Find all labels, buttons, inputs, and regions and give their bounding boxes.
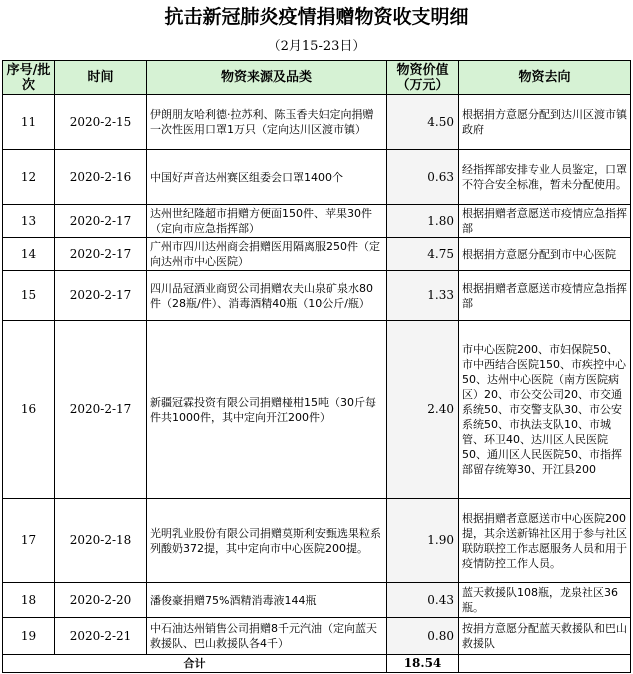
cell-seq: 18 [3,583,55,618]
donation-table [2,60,631,673]
cell-source: 伊朗朋友哈利德·拉苏利、陈玉香夫妇定向捐赠一次性医用口罩1万只（定向达川区渡市镇） [147,95,387,150]
cell-time: 2020-2-18 [55,499,147,583]
cell-seq: 19 [3,618,55,655]
cell-source: 四川品冠酒业商贸公司捐赠农夫山泉矿泉水80件（28瓶/件）、消毒酒精40瓶（10公斤/瓶） [147,271,387,321]
cell-time: 2020-2-17 [55,205,147,238]
cell-dest: 根据捐方意愿分配到达川区渡市镇政府 [459,95,631,150]
cell-seq: 11 [3,95,55,150]
table-row [3,271,631,321]
cell-time: 2020-2-21 [55,618,147,655]
cell-value: 1.90 [387,499,459,583]
cell-source: 广州市四川达州商会捐赠医用隔离服250件（定向达州市中心医院） [147,238,387,271]
cell-source: 新疆冠霖投资有限公司捐赠椪柑15吨（30斤每件共1000件，其中定向开江200件） [147,321,387,499]
cell-seq: 15 [3,271,55,321]
header-source: 物资来源及品类 [147,61,387,95]
cell-value: 4.50 [387,95,459,150]
header-seq: 序号/批次 [3,61,55,95]
cell-source: 中石油达州销售公司捐赠8千元汽油（定向蓝天救援队、巴山救援队各4千） [147,618,387,655]
cell-value: 0.80 [387,618,459,655]
cell-dest: 经指挥部安排专业人员鉴定，口罩不符合安全标准，暂未分配使用。 [459,150,631,205]
cell-time: 2020-2-17 [55,238,147,271]
total-label: 合计 [3,655,387,673]
cell-dest: 根据捐方意愿分配到市中心医院 [459,238,631,271]
cell-seq: 12 [3,150,55,205]
cell-value: 0.43 [387,583,459,618]
page-title: 抗击新冠肺炎疫情捐赠物资收支明细 [164,6,469,28]
cell-time: 2020-2-15 [55,95,147,150]
cell-seq: 16 [3,321,55,499]
header-row [3,61,631,95]
total-row [3,655,631,673]
cell-source: 达州世纪隆超市捐赠方便面150件、苹果30件（定向市应急指挥部） [147,205,387,238]
cell-value: 2.40 [387,321,459,499]
cell-value: 0.63 [387,150,459,205]
cell-time: 2020-2-20 [55,583,147,618]
cell-dest: 按捐方意愿分配蓝天救援队和巴山救援队 [459,618,631,655]
header-dest: 物资去向 [459,61,631,95]
table-row [3,499,631,583]
cell-value: 4.75 [387,238,459,271]
cell-dest: 根据捐赠者意愿送市疫情应急指挥部 [459,271,631,321]
table-row [3,150,631,205]
cell-seq: 17 [3,499,55,583]
cell-dest: 根据捐赠者意愿送市中心医院200提，其余送新锦社区用于参与社区联防联控工作志愿服务人员和用于疫情防控工作人员。 [459,499,631,583]
cell-time: 2020-2-17 [55,321,147,499]
header-value: 物资价值（万元） [387,61,459,95]
cell-time: 2020-2-16 [55,150,147,205]
cell-dest: 蓝天救援队108瓶，龙泉社区36瓶。 [459,583,631,618]
cell-source: 光明乳业股份有限公司捐赠莫斯利安甄选果粒系列酸奶372提，其中定向市中心医院200提。 [147,499,387,583]
table-row [3,95,631,150]
table-row [3,205,631,238]
table-row [3,618,631,655]
cell-time: 2020-2-17 [55,271,147,321]
cell-value: 1.80 [387,205,459,238]
page-subtitle: （2月15-23日） [267,39,366,54]
header-time: 时间 [55,61,147,95]
cell-seq: 14 [3,238,55,271]
cell-seq: 13 [3,205,55,238]
table-row [3,321,631,499]
cell-value: 1.33 [387,271,459,321]
table-row [3,238,631,271]
total-value: 18.54 [387,655,459,673]
cell-dest: 市中心医院200、市妇保院50、市中西结合医院150、市疾控中心50、达州中心医院（南方医院病区）20、市公交公司20、市交通系统50、市交警支队30、市公安系统50、市执法支队10、市城管、环卫40、达川区人民医院50、通川区人民医院50、市指挥部留存统筹30、开江县200 [459,321,631,499]
table-row [3,583,631,618]
cell-source: 潘俊豪捐赠75%酒精消毒液144瓶 [147,583,387,618]
total-empty-cell [459,655,631,673]
cell-source: 中国好声音达州赛区组委会口罩1400个 [147,150,387,205]
cell-dest: 根据捐赠者意愿送市疫情应急指挥部 [459,205,631,238]
